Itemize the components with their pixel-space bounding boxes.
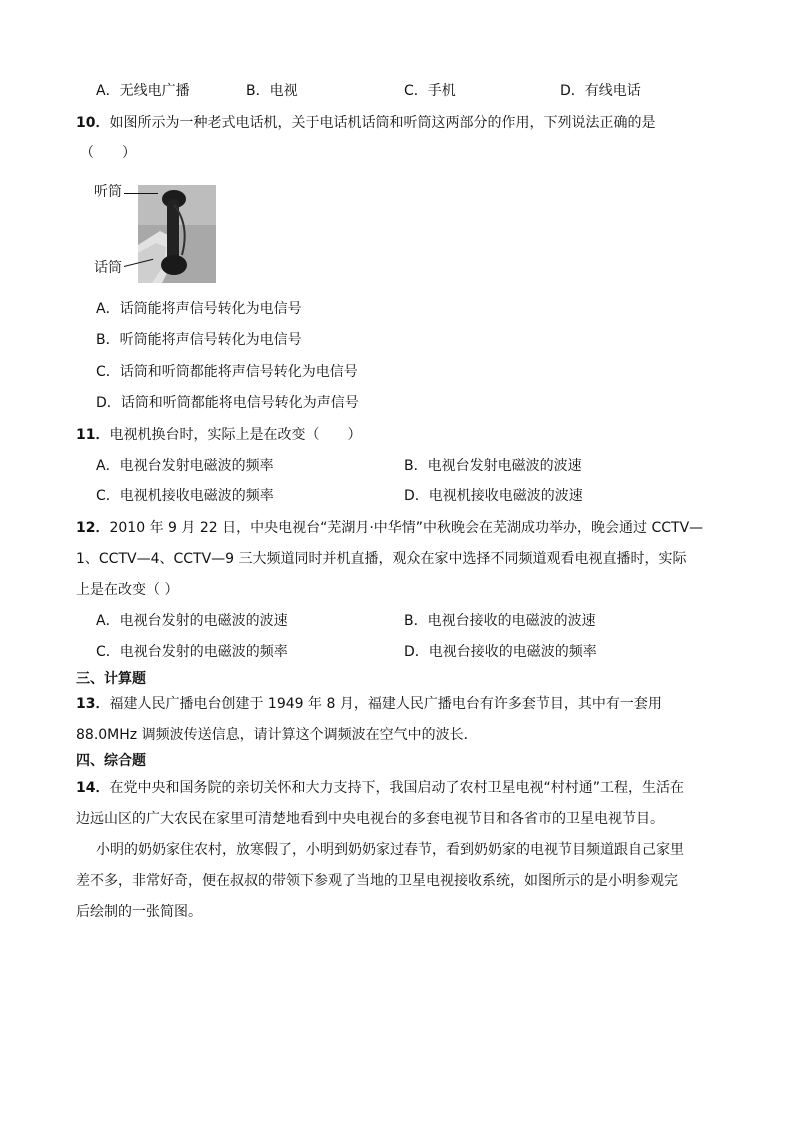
q14-p2-line3: 后绘制的一张简图。 bbox=[76, 904, 202, 920]
q12-stem-line2: 1、CCTV—4、CCTV—9 三大频道同时并机直播，观众在家中选择不同频道观看电视直播时，实际 bbox=[76, 551, 687, 567]
q12-stem bbox=[76, 518, 703, 538]
q10-stem-line2: （ ） bbox=[80, 145, 136, 161]
q10-telephone-figure bbox=[94, 182, 220, 286]
figure-label-mouthpiece: 话筒 bbox=[94, 260, 122, 276]
q14-p2-line1: 小明的奶奶家住农村，放寒假了，小明到奶奶家过春节，看到奶奶家的电视节目频道跟自己家里 bbox=[96, 842, 684, 858]
q10-option-d: D．话筒和听筒都能将电信号转化为声信号 bbox=[96, 395, 359, 411]
q10-stem-line1: 如图所示为一种老式电话机，关于电话机话筒和听筒这两部分的作用，下列说法正确的是 bbox=[109, 115, 656, 131]
q11-option-b: B．电视台发射电磁波的波速 bbox=[404, 458, 582, 474]
telephone-handset-icon bbox=[138, 185, 216, 283]
q11-option-d: D．电视机接收电磁波的波速 bbox=[404, 488, 583, 504]
q10-option-a: A．话筒能将声信号转化为电信号 bbox=[96, 301, 302, 317]
q9-option-c: C．手机 bbox=[404, 83, 456, 99]
telephone-photo bbox=[138, 185, 216, 283]
q9-option-b: B．电视 bbox=[246, 83, 298, 99]
q13-line2: 88.0MHz 调频波传送信息，请计算这个调频波在空气中的波长． bbox=[76, 727, 478, 743]
q10-stem bbox=[76, 113, 655, 133]
q14-p1-line2: 边远山区的广大农民在家里可清楚地看到中央电视台的多套电视节目和各省市的卫星电视节目。 bbox=[76, 811, 664, 827]
q13-number: 13． bbox=[76, 696, 110, 712]
q12-option-c: C．电视台发射的电磁波的频率 bbox=[96, 644, 288, 660]
q12-stem-line3: 上是在改变（ ） bbox=[76, 582, 179, 598]
figure-label-earpiece: 听筒 bbox=[94, 184, 122, 200]
earpiece-leader-line bbox=[124, 193, 158, 194]
q10-option-c: C．话筒和听筒都能将声信号转化为电信号 bbox=[96, 364, 358, 380]
q9-option-a: A．无线电广播 bbox=[96, 83, 190, 99]
q12-option-d: D．电视台接收的电磁波的频率 bbox=[404, 644, 597, 660]
q9-option-d: D．有线电话 bbox=[560, 83, 641, 99]
q11-option-a: A．电视台发射电磁波的频率 bbox=[96, 458, 274, 474]
q13-text-line1: 福建人民广播电台创建于 1949 年 8 月，福建人民广播电台有许多套节目，其中有一套用 bbox=[109, 696, 662, 712]
q12-option-a: A．电视台发射的电磁波的波速 bbox=[96, 613, 288, 629]
q10-number: 10． bbox=[76, 115, 110, 131]
q11-stem-text: 电视机换台时，实际上是在改变（ ） bbox=[109, 427, 362, 443]
q12-number: 12． bbox=[76, 520, 110, 536]
q10-option-b: B．听筒能将声信号转化为电信号 bbox=[96, 332, 302, 348]
q12-stem-line1: 2010 年 9 月 22 日，中央电视台“芜湖月·中华情”中秋晚会在芜湖成功举办，晚会通过 CCTV— bbox=[109, 520, 704, 536]
q11-option-c: C．电视机接收电磁波的频率 bbox=[96, 488, 274, 504]
section-heading-calculation: 三、计算题 bbox=[76, 671, 146, 687]
q14-p2-line2: 差不多，非常好奇，便在叔叔的带领下参观了当地的卫星电视接收系统，如图所示的是小明参观完 bbox=[76, 873, 678, 889]
q13-line1 bbox=[76, 694, 662, 714]
q12-option-b: B．电视台接收的电磁波的波速 bbox=[404, 613, 596, 629]
q11-number: 11． bbox=[76, 427, 110, 443]
section-heading-comprehensive: 四、综合题 bbox=[76, 753, 146, 769]
q14-p1-line1 bbox=[76, 778, 684, 798]
q14-number: 14． bbox=[76, 780, 110, 796]
q11-stem bbox=[76, 425, 361, 445]
q14-text-p1-line1: 在党中央和国务院的亲切关怀和大力支持下，我国启动了农村卫星电视“村村通”工程，生活在 bbox=[109, 780, 684, 796]
